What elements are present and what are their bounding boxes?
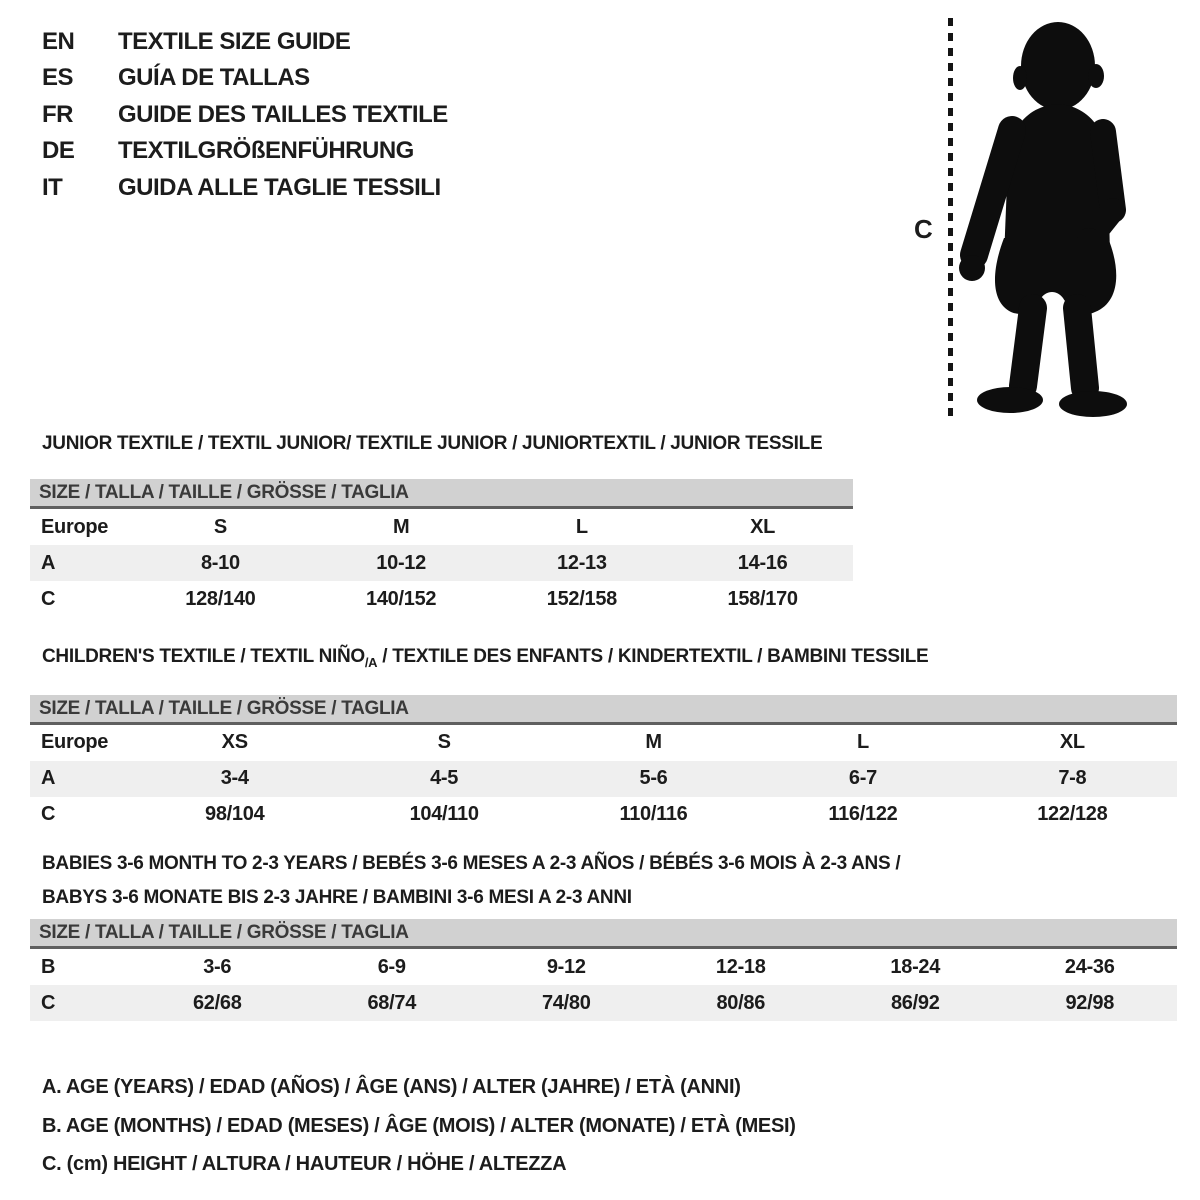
language-code: EN — [42, 28, 75, 55]
height-cell: 158/170 — [727, 587, 798, 610]
table-row — [30, 509, 853, 545]
junior-section-heading: JUNIOR TEXTILE / TEXTIL JUNIOR/ TEXTILE JUNIOR / JUNIORTEXTIL / JUNIOR TESSILE — [42, 433, 823, 454]
row-label: Europe — [41, 515, 109, 538]
age-cell: 12-13 — [557, 551, 607, 574]
height-cell: 104/110 — [409, 803, 479, 826]
height-cell: 140/152 — [366, 587, 437, 610]
height-cell: 80/86 — [716, 991, 766, 1014]
size-header-label: SIZE / TALLA / TAILLE / GRÖSSE / TAGLIA — [39, 922, 409, 943]
row-label: C — [41, 991, 56, 1014]
table-row — [30, 581, 853, 617]
size-cell: XL — [750, 515, 776, 538]
section-children-textile — [30, 645, 1177, 833]
section-junior-textile — [30, 432, 853, 617]
height-cell: 152/158 — [546, 587, 617, 610]
measure-legend — [42, 1068, 796, 1184]
guide-title: GUÍA DE TALLAS — [118, 64, 310, 92]
row-label: B — [41, 955, 56, 978]
size-cell: XL — [1059, 731, 1085, 754]
size-cell: L — [856, 731, 869, 754]
language-row — [42, 24, 448, 60]
height-cell: 62/68 — [192, 991, 242, 1014]
table-row — [30, 985, 1177, 1021]
babies-section-heading-line1: BABIES 3-6 MONTH TO 2-3 YEARS / BEBÉS 3-6 MESES A 2-3 AÑOS / BÉBÉS 3-6 MOIS À 2-3 ANS / — [42, 853, 901, 874]
language-code: DE — [42, 137, 75, 165]
language-row — [42, 170, 448, 206]
row-label: C — [41, 803, 56, 826]
legend-line-a: A. AGE (YEARS) / EDAD (AÑOS) / ÂGE (ANS) / ALTER (JAHRE) / ETÀ (ANNI) — [42, 1076, 741, 1098]
age-cell: 4-5 — [430, 767, 459, 790]
guide-title: GUIDE DES TAILLES TEXTILE — [118, 100, 448, 128]
table-row — [30, 761, 1177, 797]
language-row — [42, 60, 448, 96]
height-cell: 92/98 — [1065, 991, 1115, 1014]
size-header-label: SIZE / TALLA / TAILLE / GRÖSSE / TAGLIA — [39, 482, 409, 503]
height-cell: 128/140 — [185, 587, 256, 610]
language-row — [42, 97, 448, 133]
language-code: FR — [42, 100, 73, 128]
age-cell: 6-7 — [848, 767, 877, 790]
age-cell: 24-36 — [1064, 955, 1115, 978]
language-title-list — [42, 24, 448, 206]
babies-section-heading-line2: BABYS 3-6 MONATE BIS 2-3 JAHRE / BAMBINI 3-6 MESI A 2-3 ANNI — [42, 887, 632, 908]
height-cell: 74/80 — [541, 991, 591, 1014]
table-row — [30, 725, 1177, 761]
age-cell: 3-6 — [203, 955, 232, 978]
age-cell: 7-8 — [1058, 767, 1087, 790]
toddler-silhouette-icon — [955, 20, 1140, 420]
guide-title: GUIDA ALLE TAGLIE TESSILI — [118, 173, 441, 201]
guide-title: TEXTILE SIZE GUIDE — [118, 28, 351, 55]
height-cell: 68/74 — [367, 991, 417, 1014]
size-cell: M — [645, 731, 662, 754]
age-cell: 9-12 — [546, 955, 586, 978]
children-section-heading — [42, 645, 1177, 675]
legend-line-c: C. (cm) HEIGHT / ALTURA / HAUTEUR / HÖHE / ALTEZZA — [42, 1153, 567, 1175]
height-cell: 122/128 — [1037, 803, 1108, 826]
age-cell: 18-24 — [890, 955, 941, 978]
row-label: A — [41, 767, 56, 790]
age-cell: 14-16 — [737, 551, 788, 574]
age-cell: 10-12 — [376, 551, 426, 574]
size-cell: S — [213, 515, 227, 538]
height-dashed-line — [948, 18, 953, 418]
section-babies-textile — [30, 852, 1177, 1021]
age-cell: 12-18 — [715, 955, 766, 978]
size-cell: XS — [221, 731, 248, 754]
language-code: ES — [42, 64, 74, 92]
guide-title: TEXTILGRÖßENFÜHRUNG — [118, 137, 414, 165]
legend-line-b: B. AGE (MONTHS) / EDAD (MESES) / ÂGE (MOIS) / ALTER (MONATE) / ETÀ (MESI) — [42, 1114, 796, 1137]
age-cell: 8-10 — [200, 551, 240, 574]
row-label: C — [41, 587, 56, 610]
junior-size-header-bar — [30, 479, 853, 509]
height-measure-label: C — [914, 214, 933, 244]
size-cell: L — [575, 515, 588, 538]
children-size-header-bar — [30, 695, 1177, 725]
size-cell: S — [437, 731, 451, 754]
language-code: IT — [42, 173, 63, 201]
babies-size-header-bar — [30, 919, 1177, 949]
row-label: Europe — [41, 731, 109, 754]
size-header-label: SIZE / TALLA / TAILLE / GRÖSSE / TAGLIA — [39, 697, 409, 719]
height-cell: 110/116 — [619, 803, 688, 826]
height-cell: 98/104 — [205, 803, 265, 826]
heading-text: / TEXTILE DES ENFANTS / KINDERTEXTIL / BAMBINI TESSILE — [377, 646, 929, 667]
language-row — [42, 133, 448, 169]
row-label: A — [41, 551, 56, 574]
age-cell: 3-4 — [220, 767, 249, 790]
height-cell: 116/122 — [828, 803, 898, 826]
size-cell: M — [392, 515, 410, 538]
height-cell: 86/92 — [890, 991, 940, 1014]
table-row — [30, 797, 1177, 833]
heading-subscript: /A — [364, 654, 378, 670]
age-cell: 6-9 — [377, 955, 406, 978]
table-row — [30, 545, 853, 581]
table-row — [30, 949, 1177, 985]
age-cell: 5-6 — [639, 767, 668, 790]
heading-text: CHILDREN'S TEXTILE / TEXTIL NIÑO — [42, 646, 365, 667]
